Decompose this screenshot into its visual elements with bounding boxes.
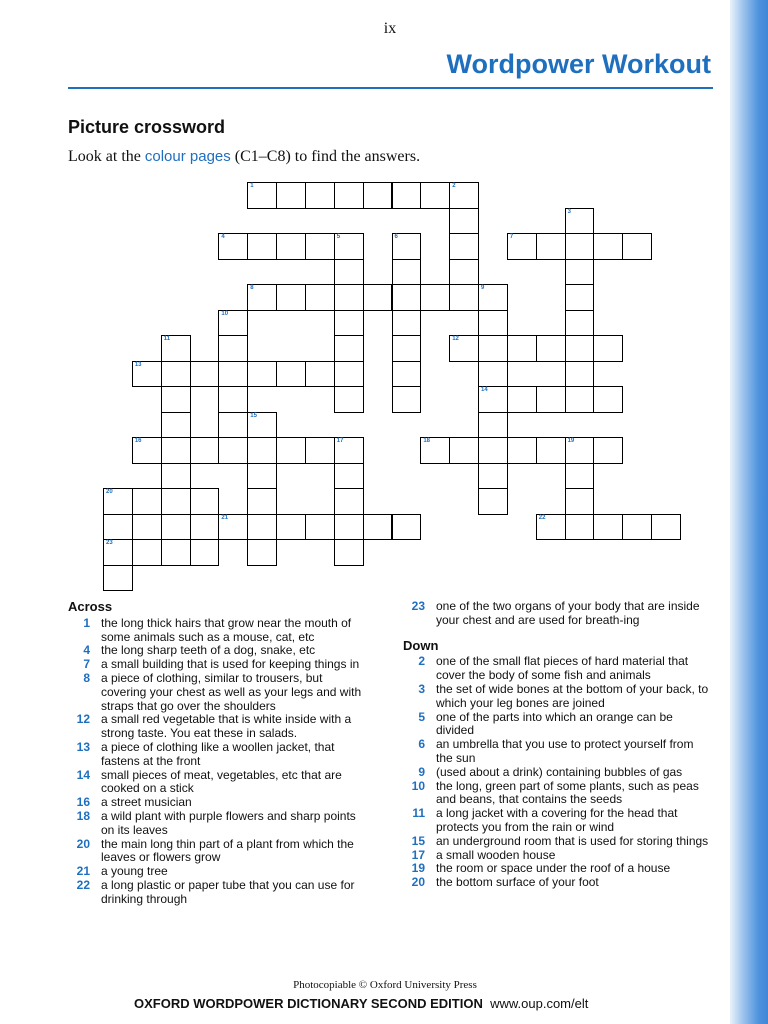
crossword-cell[interactable] xyxy=(247,514,277,541)
cell-number: 10 xyxy=(221,310,229,317)
crossword-cell[interactable] xyxy=(218,386,248,413)
clue-text: the long, green part of some plants, such as peas and beans, that contains the seeds xyxy=(436,778,699,807)
clue-text: a piece of clothing like a woollen jacket, that fastens at the front xyxy=(101,739,335,768)
crossword-cell[interactable] xyxy=(507,437,537,464)
clue-item xyxy=(68,644,368,658)
crossword-cell[interactable] xyxy=(334,284,364,311)
crossword-cell[interactable] xyxy=(276,233,306,260)
crossword-cell[interactable] xyxy=(103,565,133,592)
crossword-cell[interactable] xyxy=(565,361,595,388)
clue-item xyxy=(68,879,368,907)
crossword-cell[interactable] xyxy=(478,488,508,515)
clue-number: 13 xyxy=(76,739,90,754)
crossword-cell[interactable] xyxy=(132,488,162,515)
crossword-cell[interactable] xyxy=(507,335,537,362)
crossword-cell[interactable] xyxy=(334,361,364,388)
crossword-cell[interactable] xyxy=(334,488,364,515)
crossword-cell[interactable] xyxy=(276,284,306,311)
edition-title: OXFORD WORDPOWER DICTIONARY SECOND EDITION xyxy=(134,996,483,1011)
clue-item xyxy=(403,780,713,808)
crossword-cell[interactable] xyxy=(161,335,191,362)
clue-item xyxy=(403,835,713,849)
cell-number: 11 xyxy=(163,336,171,342)
clue-text: small pieces of meat, vegetables, etc that are cooked on a stick xyxy=(101,767,342,796)
crossword-cell[interactable] xyxy=(218,412,248,439)
clue-item xyxy=(68,617,368,645)
clue-item xyxy=(403,600,713,628)
side-color-band xyxy=(730,0,768,1024)
clue-number: 10 xyxy=(411,778,425,793)
crossword-cell[interactable] xyxy=(334,514,364,541)
down-clues-column xyxy=(403,600,713,890)
cell-number: 8 xyxy=(250,285,254,291)
crossword-cell[interactable] xyxy=(218,233,248,260)
cell-number: 19 xyxy=(567,438,575,444)
crossword-cell[interactable] xyxy=(392,514,422,541)
crossword-cell[interactable] xyxy=(334,437,364,464)
crossword-cell[interactable] xyxy=(478,361,508,388)
crossword-cell[interactable] xyxy=(247,463,277,490)
crossword-cell[interactable] xyxy=(536,437,566,464)
clue-number: 20 xyxy=(76,836,90,851)
page-title: Wordpower Workout xyxy=(446,49,711,79)
crossword-cell[interactable] xyxy=(132,437,162,464)
clue-text: a small red vegetable that is white inside with a strong taste. You eat these in salads. xyxy=(101,712,352,741)
crossword-cell[interactable] xyxy=(103,488,133,515)
cell-number: 3 xyxy=(567,208,571,215)
clue-number: 4 xyxy=(83,643,90,658)
crossword-cell[interactable] xyxy=(276,437,306,464)
crossword-cell[interactable] xyxy=(334,182,364,209)
crossword-cell[interactable] xyxy=(276,514,306,541)
crossword-cell[interactable] xyxy=(190,361,220,388)
cell-number: 20 xyxy=(106,489,113,495)
crossword-cell[interactable] xyxy=(651,514,681,541)
instruction-text-before: Look at the xyxy=(68,148,145,165)
crossword-cell[interactable] xyxy=(247,182,277,209)
across-heading: Across xyxy=(68,599,113,614)
crossword-cell[interactable] xyxy=(363,284,393,311)
crossword-cell[interactable] xyxy=(565,386,595,413)
crossword-cell[interactable] xyxy=(305,437,335,464)
crossword-cell[interactable] xyxy=(565,463,595,490)
cell-number: 13 xyxy=(134,361,142,368)
crossword-cell[interactable] xyxy=(478,463,508,490)
clue-number: 1 xyxy=(83,615,90,630)
cell-number: 18 xyxy=(423,438,431,444)
clue-number: 20 xyxy=(411,875,425,890)
crossword-cell[interactable] xyxy=(247,233,277,260)
clue-text: a street musician xyxy=(101,795,192,810)
clue-text: the main long thin part of a plant from which the leaves or flowers grow xyxy=(101,836,354,865)
clue-item xyxy=(403,807,713,835)
crossword-cell[interactable] xyxy=(334,233,364,260)
crossword-cell[interactable] xyxy=(565,437,595,464)
crossword-cell[interactable] xyxy=(392,361,422,388)
clue-number: 3 xyxy=(418,681,425,696)
crossword-cell[interactable] xyxy=(161,386,191,413)
page-number: ix xyxy=(383,20,397,37)
crossword-cell[interactable] xyxy=(392,310,422,337)
crossword-cell[interactable] xyxy=(363,182,393,209)
cell-number: 14 xyxy=(481,387,488,393)
down-heading: Down xyxy=(403,637,439,653)
crossword-cell[interactable] xyxy=(363,514,393,541)
clue-number: 16 xyxy=(76,795,90,810)
crossword-cell[interactable] xyxy=(478,335,508,362)
cell-number: 17 xyxy=(336,438,344,444)
clue-item xyxy=(403,876,713,890)
colour-pages-link[interactable]: colour pages xyxy=(144,148,231,165)
crossword-cell[interactable] xyxy=(478,310,508,337)
crossword-cell[interactable] xyxy=(593,514,623,541)
crossword-cell[interactable] xyxy=(622,233,652,260)
crossword-cell[interactable] xyxy=(565,310,595,337)
clue-item xyxy=(68,658,368,672)
cell-number: 7 xyxy=(509,234,514,240)
clue-text: the long sharp teeth of a dog, snake, etc xyxy=(101,643,316,658)
clue-item xyxy=(68,741,368,769)
crossword-cell[interactable] xyxy=(218,361,248,388)
clue-number: 21 xyxy=(76,864,90,879)
clue-number: 2 xyxy=(418,654,425,669)
cell-number: 2 xyxy=(452,183,456,189)
clue-number: 5 xyxy=(418,709,425,724)
cell-number: 23 xyxy=(106,540,113,546)
cell-number: 1 xyxy=(250,183,254,189)
crossword-cell[interactable] xyxy=(247,361,277,388)
clue-item xyxy=(403,738,713,766)
crossword-cell[interactable] xyxy=(190,437,220,464)
crossword-cell[interactable] xyxy=(478,437,508,464)
clue-number: 14 xyxy=(76,767,90,782)
clue-number: 12 xyxy=(76,712,90,727)
crossword-cell[interactable] xyxy=(622,514,652,541)
crossword-cell[interactable] xyxy=(565,284,595,311)
clue-item xyxy=(403,862,713,876)
clue-item xyxy=(403,849,713,863)
clue-text: an underground room that is used for storing things xyxy=(436,833,709,848)
crossword-cell[interactable] xyxy=(276,182,306,209)
crossword-cell[interactable] xyxy=(247,437,277,464)
cell-number: 9 xyxy=(481,285,485,291)
crossword-cell[interactable] xyxy=(334,386,364,413)
crossword-cell[interactable] xyxy=(247,539,277,566)
crossword-cell[interactable] xyxy=(305,284,335,311)
crossword-cell[interactable] xyxy=(305,514,335,541)
crossword-cell[interactable] xyxy=(247,412,277,439)
crossword-cell[interactable] xyxy=(449,284,479,311)
clue-number: 15 xyxy=(411,833,425,848)
clue-text: one of the small flat pieces of hard material that cover the body of some fish and animals xyxy=(436,654,689,683)
clue-text: one of the two organs of your body that are inside your chest and are used for breath-ing xyxy=(436,599,700,627)
cell-number: 16 xyxy=(134,438,142,444)
crossword-cell[interactable] xyxy=(247,284,277,311)
crossword-cell[interactable] xyxy=(565,488,595,515)
crossword-cell[interactable] xyxy=(565,335,595,362)
crossword-cell[interactable] xyxy=(161,437,191,464)
instruction-text-after: (C1–C8) to find the answers. xyxy=(230,148,421,165)
crossword-cell[interactable] xyxy=(334,463,364,490)
clue-item xyxy=(403,711,713,739)
crossword-cell[interactable] xyxy=(593,335,623,362)
cell-number: 15 xyxy=(250,412,257,419)
clue-item xyxy=(403,655,713,683)
clue-number: 19 xyxy=(411,861,425,876)
crossword-cell[interactable] xyxy=(161,488,191,515)
crossword-cell[interactable] xyxy=(305,361,335,388)
cell-number: 6 xyxy=(394,234,398,240)
crossword-cell[interactable] xyxy=(478,412,508,439)
crossword-cell[interactable] xyxy=(392,335,422,362)
crossword-cell[interactable] xyxy=(478,386,508,413)
cell-number: 5 xyxy=(336,234,341,240)
crossword-cell[interactable] xyxy=(334,335,364,362)
clue-number: 18 xyxy=(76,808,90,823)
crossword-cell[interactable] xyxy=(420,182,450,209)
crossword-cell[interactable] xyxy=(276,361,306,388)
crossword-cell[interactable] xyxy=(103,514,133,541)
crossword-cell[interactable] xyxy=(565,514,595,541)
instruction xyxy=(68,148,420,166)
crossword-cell[interactable] xyxy=(449,208,479,235)
crossword-cell[interactable] xyxy=(536,335,566,362)
clue-item xyxy=(68,713,368,741)
crossword-cell[interactable] xyxy=(392,182,422,209)
clue-text: one of the parts into which an orange can be divided xyxy=(436,709,673,738)
crossword-cell[interactable] xyxy=(593,233,623,260)
clue-item xyxy=(68,838,368,866)
cell-number: 21 xyxy=(221,514,229,521)
crossword-cell[interactable] xyxy=(536,386,566,413)
crossword-cell[interactable] xyxy=(449,259,479,286)
clue-item xyxy=(68,769,368,797)
crossword-cell[interactable] xyxy=(132,361,162,388)
crossword-cell[interactable] xyxy=(536,233,566,260)
crossword-cell[interactable] xyxy=(565,233,595,260)
crossword-cell[interactable] xyxy=(161,514,191,541)
crossword-cell[interactable] xyxy=(593,386,623,413)
crossword-cell[interactable] xyxy=(507,386,537,413)
clue-number: 8 xyxy=(83,670,90,685)
crossword-cell[interactable] xyxy=(218,514,248,541)
footer-edition xyxy=(134,996,588,1011)
crossword-cell[interactable] xyxy=(334,310,364,337)
clue-text: a piece of clothing, similar to trousers, but covering your chest as well as your legs and with straps that go over the shoulders xyxy=(101,670,362,713)
clue-number: 9 xyxy=(418,764,425,779)
crossword-cell[interactable] xyxy=(218,437,248,464)
clue-number: 6 xyxy=(418,737,425,752)
clue-text: a small wooden house xyxy=(436,847,556,862)
crossword-cell[interactable] xyxy=(593,437,623,464)
clue-item xyxy=(68,810,368,838)
header-rule xyxy=(68,87,713,89)
cell-number: 12 xyxy=(452,336,459,342)
clue-number: 23 xyxy=(411,599,425,613)
clue-item xyxy=(68,796,368,810)
crossword-cell[interactable] xyxy=(334,539,364,566)
crossword-cell[interactable] xyxy=(334,259,364,286)
clue-number: 17 xyxy=(411,847,425,862)
crossword-cell[interactable] xyxy=(449,437,479,464)
crossword-cell[interactable] xyxy=(305,182,335,209)
crossword-cell[interactable] xyxy=(392,259,422,286)
crossword-cell[interactable] xyxy=(449,335,479,362)
crossword-cell[interactable] xyxy=(132,539,162,566)
crossword-cell[interactable] xyxy=(161,539,191,566)
crossword-cell[interactable] xyxy=(190,514,220,541)
crossword-cell[interactable] xyxy=(218,335,248,362)
crossword-cell[interactable] xyxy=(190,488,220,515)
clue-text: a young tree xyxy=(101,864,168,879)
clue-number: 11 xyxy=(412,806,425,821)
crossword-cell[interactable] xyxy=(536,514,566,541)
clue-item xyxy=(403,766,713,780)
crossword-cell[interactable] xyxy=(565,259,595,286)
clue-number: 22 xyxy=(76,877,90,892)
clue-number: 7 xyxy=(83,657,90,672)
crossword-cell[interactable] xyxy=(392,284,422,311)
clue-text: a long jacket with a covering for the head that protects you from the rain or wind xyxy=(436,806,678,834)
clue-item xyxy=(68,672,368,713)
crossword-cell[interactable] xyxy=(161,361,191,388)
crossword-cell[interactable] xyxy=(478,284,508,311)
clue-text: the bottom surface of your foot xyxy=(436,875,599,890)
website-link[interactable]: www.oup.com/elt xyxy=(490,996,589,1011)
clue-text: the long thick hairs that grow near the mouth of some animals such as a mouse, cat, etc xyxy=(101,615,352,644)
crossword-cell[interactable] xyxy=(392,386,422,413)
section-title: Picture crossword xyxy=(68,117,226,137)
clue-item xyxy=(68,865,368,879)
clue-text: the set of wide bones at the bottom of your back, to which your leg bones are joined xyxy=(436,681,709,710)
crossword-cell[interactable] xyxy=(103,539,133,566)
crossword-cell[interactable] xyxy=(449,182,479,209)
cell-number: 4 xyxy=(221,234,225,240)
crossword-cell[interactable] xyxy=(565,208,595,235)
crossword-cell[interactable] xyxy=(161,412,191,439)
crossword-cell[interactable] xyxy=(392,233,422,260)
crossword-cell[interactable] xyxy=(420,284,450,311)
crossword-cell[interactable] xyxy=(218,310,248,337)
crossword-cell[interactable] xyxy=(420,437,450,464)
clue-text: a small building that is used for keeping things in xyxy=(101,657,360,672)
clue-text: an umbrella that you use to protect yourself from the sun xyxy=(436,737,694,765)
clue-text: a wild plant with purple flowers and sharp points on its leaves xyxy=(101,808,356,837)
crossword-cell[interactable] xyxy=(190,539,220,566)
crossword-cell[interactable] xyxy=(161,463,191,490)
crossword-cell[interactable] xyxy=(247,488,277,515)
crossword-cell[interactable] xyxy=(305,233,335,260)
clue-text: the room or space under the roof of a house xyxy=(436,861,671,876)
copyright-notice: Photocopiable © Oxford University Press xyxy=(293,979,477,991)
cell-number: 22 xyxy=(538,514,546,521)
clue-text: a long plastic or paper tube that you can use for drinking through xyxy=(101,877,355,906)
clue-item xyxy=(403,683,713,711)
crossword-cell[interactable] xyxy=(507,233,537,260)
clue-text: (used about a drink) containing bubbles of gas xyxy=(436,764,683,779)
crossword-cell[interactable] xyxy=(449,233,479,260)
across-clues xyxy=(68,600,368,907)
